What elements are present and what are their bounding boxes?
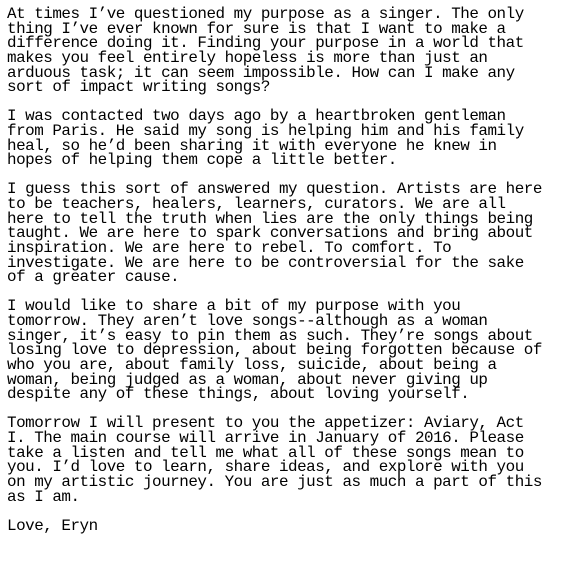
text-line: losing love to depression, about being forgotten because of: [7, 341, 542, 360]
signoff-line: Love, Eryn: [7, 516, 98, 535]
text-line: Tomorrow I will present to you the appetizer: Aviary, Act: [7, 414, 524, 433]
text-line: despite any of these things, about loving yourself.: [7, 385, 470, 404]
text-line: to be teachers, healers, learners, curators. We are all: [7, 195, 506, 214]
paragraph-purpose: [7, 7, 576, 95]
text-line: I. The main course will arrive in January of 2016. Please: [7, 429, 524, 448]
paragraph-artists: [7, 180, 576, 287]
text-line: tomorrow. They aren’t love songs--although as a woman: [7, 312, 488, 331]
text-line: taught. We are here to spark conversations and bring about: [7, 224, 533, 243]
text-line: hopes of helping them cope a little better.: [7, 151, 397, 170]
text-line: At times I’ve questioned my purpose as a singer. The only: [7, 5, 524, 23]
signoff: [7, 516, 576, 535]
paragraph-aviary: [7, 416, 576, 504]
text-line: from Paris. He said my song is helping him and his family: [7, 121, 524, 140]
paragraph-paris: [7, 109, 576, 168]
text-line: I guess this sort of answered my question. Artists are here: [7, 180, 542, 199]
text-line: you. I’d love to learn, share ideas, and explore with you: [7, 458, 524, 477]
text-line: on my artistic journey. You are just as much a part of this: [7, 472, 542, 491]
text-line: investigate. We are here to be controversial for the sake: [7, 253, 524, 272]
text-line: heal, so he’d been sharing it with everyone he knew in: [7, 136, 497, 155]
text-line: singer, it’s easy to pin them as such. They’re songs about: [7, 326, 533, 345]
text-line: as I am.: [7, 487, 80, 506]
text-line: who you are, about family loss, suicide, about being a: [7, 355, 497, 374]
paragraph-songs: [7, 297, 576, 404]
text-line: I was contacted two days ago by a heartbroken gentleman: [7, 107, 506, 126]
text-line: woman, being judged as a woman, about never giving up: [7, 370, 488, 389]
text-line: arduous task; it can seem impossible. How can I make any: [7, 63, 515, 82]
text-line: thing I’ve ever known for sure is that I want to make a: [7, 19, 506, 38]
text-line: makes you feel entirely hopeless is more than just an: [7, 48, 488, 67]
text-line: inspiration. We are here to rebel. To comfort. To: [7, 238, 452, 257]
text-line: take a listen and tell me what all of these songs mean to: [7, 443, 524, 462]
text-line: sort of impact writing songs?: [7, 78, 270, 97]
text-line: here to tell the truth when lies are the only things being: [7, 209, 533, 228]
text-line: of a greater cause.: [7, 268, 180, 287]
text-line: difference doing it. Finding your purpose in a world that: [7, 34, 524, 53]
text-line: I would like to share a bit of my purpose with you: [7, 297, 461, 316]
